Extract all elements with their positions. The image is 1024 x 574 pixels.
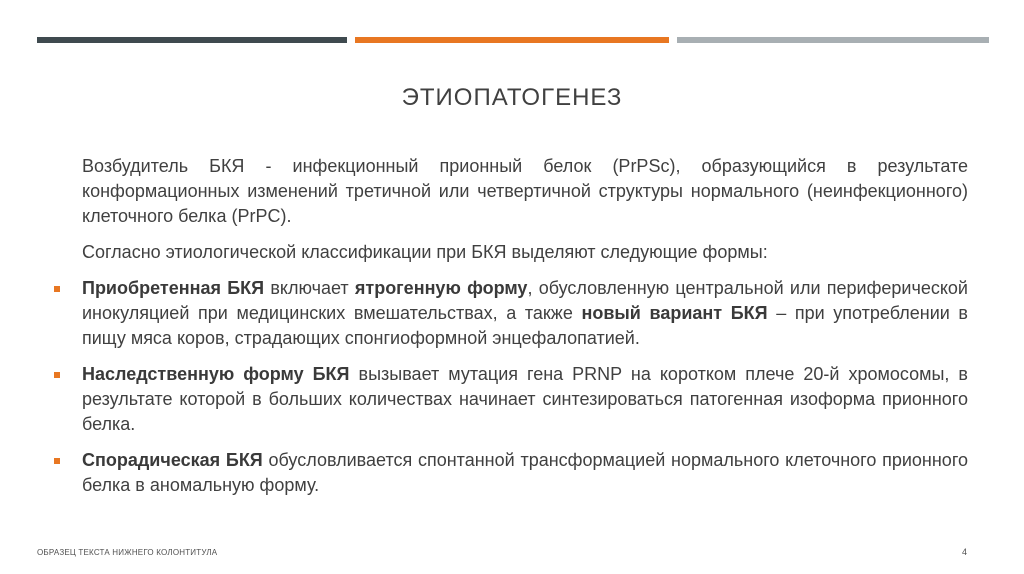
classification-intro: Согласно этиологической классификации при БКЯ выделяют следующие формы: (82, 242, 768, 262)
bullet-square-icon (54, 458, 60, 464)
bullet-square-icon (54, 372, 60, 378)
footer-text: ОБРАЗЕЦ ТЕКСТА НИЖНЕГО КОЛОНТИТУЛА (37, 548, 218, 557)
term-iatrogenic-form: ятрогенную форму (354, 278, 528, 298)
term-acquired-cjd: Приобретенная БКЯ (82, 278, 265, 298)
bullet-text: включает (264, 278, 355, 298)
term-new-variant-cjd: новый вариант БКЯ (581, 303, 768, 323)
bullet-text: – при употреблении в пищу мяса коров, страдающих спонгиоформной энцефалопатией. (82, 303, 968, 348)
slide-title: ЭТИОПАТОГЕНЕЗ (401, 84, 623, 111)
accent-bar-dark (37, 37, 347, 43)
slide-body (82, 154, 968, 509)
term-sporadic-cjd: Спорадическая БКЯ (82, 450, 263, 470)
bullet-hereditary-cjd (82, 362, 968, 437)
bullet-sporadic-cjd (82, 448, 968, 498)
bullet-square-icon (54, 286, 60, 292)
intro-paragraph: Возбудитель БКЯ - инфекционный прионный белок (PrPSc), образующийся в результате конформационных изменений третичной или четвертичной структуры нормального (неинфекционного) клеточного белка (PrPC). (82, 156, 968, 226)
accent-bar-orange (355, 37, 669, 43)
header-accent-bars (37, 37, 989, 43)
bullet-text: вызывает мутация гена PRNP на коротком плече 20-й хромосомы, в результате которой в больших количествах начинает синтезироваться патогенная изоформа прионного белка. (82, 364, 968, 434)
bullet-text: обусловливается спонтанной трансформацией нормального клеточного прионного белка в аномальную форму. (82, 450, 968, 495)
accent-bar-gray (677, 37, 989, 43)
bullet-text: , обусловленную центральной или периферической инокуляцией при медицинских вмешательствах, а также (82, 278, 968, 323)
page-number: 4 (962, 547, 968, 557)
bullet-acquired-cjd (82, 276, 968, 351)
term-hereditary-cjd: Наследственную форму БКЯ (82, 364, 350, 384)
